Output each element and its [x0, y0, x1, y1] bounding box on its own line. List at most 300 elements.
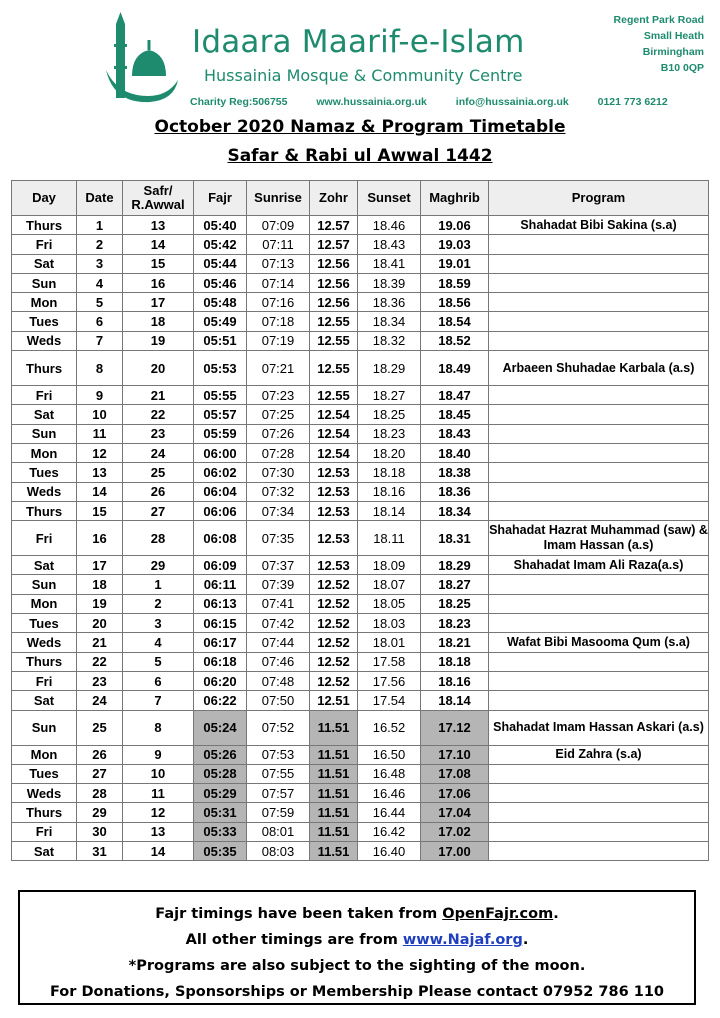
program-cell — [489, 273, 709, 292]
note-text: . — [553, 906, 559, 922]
program-cell — [489, 443, 709, 462]
maghrib-cell: 18.59 — [421, 273, 489, 292]
column-header: Sunset — [358, 181, 421, 216]
program-cell — [489, 764, 709, 783]
maghrib-cell: 19.01 — [421, 254, 489, 273]
sunrise-cell: 07:57 — [247, 784, 310, 803]
islamic-date-cell: 9 — [123, 745, 194, 764]
sunrise-cell: 07:19 — [247, 331, 310, 350]
sunset-cell: 18.20 — [358, 443, 421, 462]
sunrise-cell: 07:18 — [247, 312, 310, 331]
mosque-logo — [104, 10, 180, 106]
day-cell: Fri — [12, 235, 77, 254]
sunrise-cell: 07:39 — [247, 575, 310, 594]
table-row — [12, 501, 709, 520]
maghrib-cell: 18.54 — [421, 312, 489, 331]
other-source-note — [20, 927, 694, 953]
fajr-cell: 05:35 — [194, 842, 247, 861]
table-row — [12, 556, 709, 575]
program-cell — [489, 482, 709, 501]
address-line: Small Heath — [643, 30, 704, 42]
day-cell: Weds — [12, 784, 77, 803]
maghrib-cell: 18.49 — [421, 351, 489, 386]
day-cell: Fri — [12, 822, 77, 841]
maghrib-cell: 18.27 — [421, 575, 489, 594]
maghrib-cell: 18.14 — [421, 691, 489, 710]
sunset-cell: 16.40 — [358, 842, 421, 861]
fajr-cell: 05:31 — [194, 803, 247, 822]
sunset-cell: 18.01 — [358, 633, 421, 652]
sunrise-cell: 07:52 — [247, 710, 310, 745]
islamic-date-cell: 28 — [123, 521, 194, 556]
table-row — [12, 822, 709, 841]
day-cell: Mon — [12, 594, 77, 613]
islamic-date-cell: 18 — [123, 312, 194, 331]
day-cell: Weds — [12, 331, 77, 350]
day-cell: Thurs — [12, 501, 77, 520]
date-cell: 14 — [77, 482, 123, 501]
program-cell: Eid Zahra (s.a) — [489, 745, 709, 764]
day-cell: Fri — [12, 521, 77, 556]
maghrib-cell: 18.34 — [421, 501, 489, 520]
day-cell: Thurs — [12, 803, 77, 822]
table-row — [12, 463, 709, 482]
program-cell — [489, 822, 709, 841]
program-cell: Arbaeen Shuhadae Karbala (a.s) — [489, 351, 709, 386]
program-cell — [489, 424, 709, 443]
date-cell: 30 — [77, 822, 123, 841]
day-cell: Sun — [12, 273, 77, 292]
day-cell: Mon — [12, 745, 77, 764]
sunset-cell: 18.14 — [358, 501, 421, 520]
sunrise-cell: 07:41 — [247, 594, 310, 613]
fajr-cell: 05:55 — [194, 386, 247, 405]
sunset-cell: 18.29 — [358, 351, 421, 386]
sunset-cell: 16.42 — [358, 822, 421, 841]
islamic-date-cell: 7 — [123, 691, 194, 710]
zohr-cell: 12.55 — [310, 312, 358, 331]
table-row — [12, 842, 709, 861]
sunset-cell: 18.41 — [358, 254, 421, 273]
program-cell — [489, 784, 709, 803]
donations-note: For Donations, Sponsorships or Membership Please contact 07952 786 110 — [49, 984, 664, 1000]
maghrib-cell: 18.29 — [421, 556, 489, 575]
sunrise-cell: 07:34 — [247, 501, 310, 520]
sunrise-cell: 07:59 — [247, 803, 310, 822]
fajr-source-note — [20, 901, 694, 927]
date-cell: 28 — [77, 784, 123, 803]
address-line: B10 0QP — [660, 62, 704, 74]
sunrise-cell: 07:13 — [247, 254, 310, 273]
day-cell: Sat — [12, 691, 77, 710]
website-link[interactable]: www.hussainia.org.uk — [316, 96, 427, 108]
table-row — [12, 803, 709, 822]
sunrise-cell: 08:03 — [247, 842, 310, 861]
column-header: Fajr — [194, 181, 247, 216]
program-cell — [489, 254, 709, 273]
program-cell — [489, 614, 709, 633]
maghrib-cell: 17.06 — [421, 784, 489, 803]
islamic-date-cell: 5 — [123, 652, 194, 671]
date-cell: 7 — [77, 331, 123, 350]
table-row — [12, 386, 709, 405]
day-cell: Mon — [12, 443, 77, 462]
islamic-date-cell: 19 — [123, 331, 194, 350]
sunset-cell: 16.44 — [358, 803, 421, 822]
fajr-cell: 05:48 — [194, 293, 247, 312]
table-row — [12, 745, 709, 764]
program-cell — [489, 842, 709, 861]
sunset-cell: 18.16 — [358, 482, 421, 501]
program-cell — [489, 671, 709, 690]
table-row — [12, 405, 709, 424]
date-cell: 29 — [77, 803, 123, 822]
fajr-cell: 05:51 — [194, 331, 247, 350]
islamic-date-cell: 27 — [123, 501, 194, 520]
sunrise-cell: 07:35 — [247, 521, 310, 556]
table-row — [12, 424, 709, 443]
zohr-cell: 12.56 — [310, 293, 358, 312]
zohr-cell: 12.53 — [310, 556, 358, 575]
fajr-cell: 06:15 — [194, 614, 247, 633]
sunset-cell: 16.52 — [358, 710, 421, 745]
sunrise-cell: 07:44 — [247, 633, 310, 652]
zohr-cell: 12.52 — [310, 633, 358, 652]
note-text: . — [522, 932, 529, 948]
table-row — [12, 614, 709, 633]
table-row — [12, 652, 709, 671]
day-cell: Weds — [12, 482, 77, 501]
day-cell: Thurs — [12, 216, 77, 235]
day-cell: Sun — [12, 575, 77, 594]
sunset-cell: 18.36 — [358, 293, 421, 312]
maghrib-cell: 18.40 — [421, 443, 489, 462]
sunset-cell: 18.39 — [358, 273, 421, 292]
sunset-cell: 17.58 — [358, 652, 421, 671]
date-cell: 8 — [77, 351, 123, 386]
date-cell: 11 — [77, 424, 123, 443]
table-row — [12, 521, 709, 556]
day-cell: Tues — [12, 764, 77, 783]
zohr-cell: 12.52 — [310, 671, 358, 690]
zohr-cell: 11.51 — [310, 764, 358, 783]
fajr-cell: 06:13 — [194, 594, 247, 613]
day-cell: Sat — [12, 556, 77, 575]
maghrib-cell: 18.18 — [421, 652, 489, 671]
sunrise-cell: 07:32 — [247, 482, 310, 501]
islamic-date-cell: 12 — [123, 803, 194, 822]
islamic-date-cell: 24 — [123, 443, 194, 462]
sunrise-cell: 08:01 — [247, 822, 310, 841]
program-cell — [489, 803, 709, 822]
page-subtitle: Safar & Rabi ul Awwal 1442 — [227, 146, 493, 166]
fajr-cell: 06:09 — [194, 556, 247, 575]
day-cell: Sun — [12, 424, 77, 443]
date-cell: 5 — [77, 293, 123, 312]
column-header: Safr/ R.Awwal — [123, 181, 194, 216]
maghrib-cell: 18.43 — [421, 424, 489, 443]
program-cell — [489, 293, 709, 312]
zohr-cell: 12.55 — [310, 331, 358, 350]
zohr-cell: 12.56 — [310, 254, 358, 273]
sunrise-cell: 07:48 — [247, 671, 310, 690]
program-cell: Shahadat Imam Ali Raza(a.s) — [489, 556, 709, 575]
islamic-date-cell: 21 — [123, 386, 194, 405]
zohr-cell: 12.53 — [310, 482, 358, 501]
column-header: Maghrib — [421, 181, 489, 216]
sunset-cell: 18.03 — [358, 614, 421, 633]
fajr-cell: 06:04 — [194, 482, 247, 501]
sunset-cell: 18.46 — [358, 216, 421, 235]
program-cell — [489, 575, 709, 594]
date-cell: 9 — [77, 386, 123, 405]
maghrib-cell: 18.47 — [421, 386, 489, 405]
islamic-date-cell: 3 — [123, 614, 194, 633]
fajr-cell: 05:59 — [194, 424, 247, 443]
column-header: Zohr — [310, 181, 358, 216]
table-row — [12, 575, 709, 594]
maghrib-cell: 17.12 — [421, 710, 489, 745]
address-line: Birmingham — [642, 46, 704, 58]
islamic-date-cell: 26 — [123, 482, 194, 501]
sunrise-cell: 07:37 — [247, 556, 310, 575]
sunset-cell: 18.43 — [358, 235, 421, 254]
zohr-cell: 12.54 — [310, 443, 358, 462]
zohr-cell: 12.52 — [310, 575, 358, 594]
sunset-cell: 18.32 — [358, 331, 421, 350]
sunset-cell: 16.48 — [358, 764, 421, 783]
program-cell — [489, 405, 709, 424]
sunset-cell: 18.11 — [358, 521, 421, 556]
charity-reg: Charity Reg:506755 — [190, 96, 288, 108]
zohr-cell: 11.51 — [310, 745, 358, 764]
islamic-date-cell: 8 — [123, 710, 194, 745]
day-cell: Tues — [12, 463, 77, 482]
sunset-cell: 16.46 — [358, 784, 421, 803]
contact-bar — [190, 96, 694, 108]
zohr-cell: 12.54 — [310, 424, 358, 443]
openfajr-link[interactable]: OpenFajr.com — [442, 906, 554, 922]
table-row — [12, 235, 709, 254]
date-cell: 10 — [77, 405, 123, 424]
program-cell — [489, 501, 709, 520]
fajr-cell: 06:17 — [194, 633, 247, 652]
zohr-cell: 12.56 — [310, 273, 358, 292]
table-row — [12, 331, 709, 350]
islamic-date-cell: 22 — [123, 405, 194, 424]
sunset-cell: 17.54 — [358, 691, 421, 710]
islamic-date-cell: 10 — [123, 764, 194, 783]
sunrise-cell: 07:11 — [247, 235, 310, 254]
program-cell — [489, 312, 709, 331]
table-row — [12, 293, 709, 312]
date-cell: 22 — [77, 652, 123, 671]
zohr-cell: 12.52 — [310, 594, 358, 613]
table-row — [12, 312, 709, 331]
date-cell: 15 — [77, 501, 123, 520]
date-cell: 4 — [77, 273, 123, 292]
table-row — [12, 764, 709, 783]
maghrib-cell: 17.00 — [421, 842, 489, 861]
column-header: Day — [12, 181, 77, 216]
note-text: All other timings are from — [185, 932, 403, 948]
sunset-cell: 18.05 — [358, 594, 421, 613]
date-cell: 13 — [77, 463, 123, 482]
zohr-cell: 12.52 — [310, 614, 358, 633]
note-text: Fajr timings have been taken from — [155, 906, 443, 922]
islamic-date-cell: 2 — [123, 594, 194, 613]
islamic-date-cell: 13 — [123, 216, 194, 235]
date-cell: 27 — [77, 764, 123, 783]
day-cell: Mon — [12, 293, 77, 312]
zohr-cell: 12.54 — [310, 405, 358, 424]
fajr-cell: 05:33 — [194, 822, 247, 841]
najaf-link[interactable]: www.Najaf.org — [402, 932, 523, 948]
program-cell — [489, 331, 709, 350]
date-cell: 23 — [77, 671, 123, 690]
fajr-cell: 06:18 — [194, 652, 247, 671]
program-cell — [489, 652, 709, 671]
fajr-cell: 05:26 — [194, 745, 247, 764]
date-cell: 19 — [77, 594, 123, 613]
day-cell: Sat — [12, 842, 77, 861]
zohr-cell: 11.51 — [310, 784, 358, 803]
fajr-cell: 05:46 — [194, 273, 247, 292]
sunset-cell: 18.34 — [358, 312, 421, 331]
sunrise-cell: 07:26 — [247, 424, 310, 443]
maghrib-cell: 18.25 — [421, 594, 489, 613]
maghrib-cell: 18.45 — [421, 405, 489, 424]
date-cell: 26 — [77, 745, 123, 764]
islamic-date-cell: 13 — [123, 822, 194, 841]
sunrise-cell: 07:28 — [247, 443, 310, 462]
fajr-cell: 05:42 — [194, 235, 247, 254]
fajr-cell: 06:02 — [194, 463, 247, 482]
postal-address — [614, 12, 704, 76]
sunrise-cell: 07:30 — [247, 463, 310, 482]
program-cell — [489, 594, 709, 613]
day-cell: Weds — [12, 633, 77, 652]
fajr-cell: 06:20 — [194, 671, 247, 690]
table-row — [12, 443, 709, 462]
zohr-cell: 12.53 — [310, 521, 358, 556]
islamic-date-cell: 4 — [123, 633, 194, 652]
date-cell: 25 — [77, 710, 123, 745]
table-header-row — [12, 181, 709, 216]
islamic-date-cell: 25 — [123, 463, 194, 482]
day-cell: Sat — [12, 405, 77, 424]
table-row — [12, 594, 709, 613]
date-cell: 21 — [77, 633, 123, 652]
day-cell: Fri — [12, 386, 77, 405]
zohr-cell: 12.52 — [310, 652, 358, 671]
maghrib-cell: 18.21 — [421, 633, 489, 652]
date-cell: 24 — [77, 691, 123, 710]
page-title: October 2020 Namaz & Program Timetable — [154, 117, 566, 137]
sunrise-cell: 07:25 — [247, 405, 310, 424]
zohr-cell: 12.53 — [310, 501, 358, 520]
zohr-cell: 12.57 — [310, 216, 358, 235]
fajr-cell: 06:00 — [194, 443, 247, 462]
program-cell — [489, 691, 709, 710]
sunrise-cell: 07:46 — [247, 652, 310, 671]
date-cell: 1 — [77, 216, 123, 235]
org-subtitle: Hussainia Mosque & Community Centre — [204, 66, 523, 85]
date-cell: 31 — [77, 842, 123, 861]
sunrise-cell: 07:16 — [247, 293, 310, 312]
islamic-date-cell: 1 — [123, 575, 194, 594]
day-cell: Tues — [12, 614, 77, 633]
zohr-cell: 11.51 — [310, 710, 358, 745]
zohr-cell: 12.51 — [310, 691, 358, 710]
sunrise-cell: 07:42 — [247, 614, 310, 633]
zohr-cell: 11.51 — [310, 822, 358, 841]
day-cell: Sat — [12, 254, 77, 273]
date-cell: 12 — [77, 443, 123, 462]
address-line: Regent Park Road — [613, 14, 704, 26]
email-link[interactable]: info@hussainia.org.uk — [455, 96, 569, 108]
maghrib-cell: 19.06 — [421, 216, 489, 235]
notes-box — [18, 890, 696, 1005]
fajr-cell: 05:53 — [194, 351, 247, 386]
islamic-date-cell: 29 — [123, 556, 194, 575]
sunrise-cell: 07:50 — [247, 691, 310, 710]
sunset-cell: 18.27 — [358, 386, 421, 405]
org-name: Idaara Maarif-e-Islam — [192, 24, 525, 60]
fajr-cell: 05:24 — [194, 710, 247, 745]
maghrib-cell: 18.23 — [421, 614, 489, 633]
table-row — [12, 671, 709, 690]
maghrib-cell: 18.52 — [421, 331, 489, 350]
fajr-cell: 05:49 — [194, 312, 247, 331]
day-cell: Tues — [12, 312, 77, 331]
islamic-date-cell: 14 — [123, 235, 194, 254]
islamic-date-cell: 20 — [123, 351, 194, 386]
column-header: Date — [77, 181, 123, 216]
fajr-cell: 05:28 — [194, 764, 247, 783]
maghrib-cell: 17.08 — [421, 764, 489, 783]
sunset-cell: 16.50 — [358, 745, 421, 764]
timetable-body — [12, 216, 709, 861]
islamic-date-cell: 11 — [123, 784, 194, 803]
fajr-cell: 05:44 — [194, 254, 247, 273]
phone-number: 0121 773 6212 — [597, 96, 668, 108]
sunset-cell: 18.07 — [358, 575, 421, 594]
maghrib-cell: 18.56 — [421, 293, 489, 312]
day-cell: Sun — [12, 710, 77, 745]
programs-note: *Programs are also subject to the sighting of the moon. — [128, 958, 586, 974]
date-cell: 3 — [77, 254, 123, 273]
sunrise-cell: 07:21 — [247, 351, 310, 386]
date-cell: 20 — [77, 614, 123, 633]
islamic-date-cell: 6 — [123, 671, 194, 690]
table-row — [12, 784, 709, 803]
program-cell: Wafat Bibi Masooma Qum (s.a) — [489, 633, 709, 652]
sunrise-cell: 07:53 — [247, 745, 310, 764]
islamic-date-cell: 16 — [123, 273, 194, 292]
maghrib-cell: 18.36 — [421, 482, 489, 501]
sunset-cell: 18.25 — [358, 405, 421, 424]
fajr-cell: 06:08 — [194, 521, 247, 556]
table-row — [12, 691, 709, 710]
program-cell: Shahadat Hazrat Muhammad (saw) & Imam Hassan (a.s) — [489, 521, 709, 556]
maghrib-cell: 18.31 — [421, 521, 489, 556]
day-cell: Thurs — [12, 351, 77, 386]
program-cell — [489, 463, 709, 482]
sunset-cell: 18.23 — [358, 424, 421, 443]
program-cell: Shahadat Imam Hassan Askari (a.s) — [489, 710, 709, 745]
islamic-date-cell: 17 — [123, 293, 194, 312]
